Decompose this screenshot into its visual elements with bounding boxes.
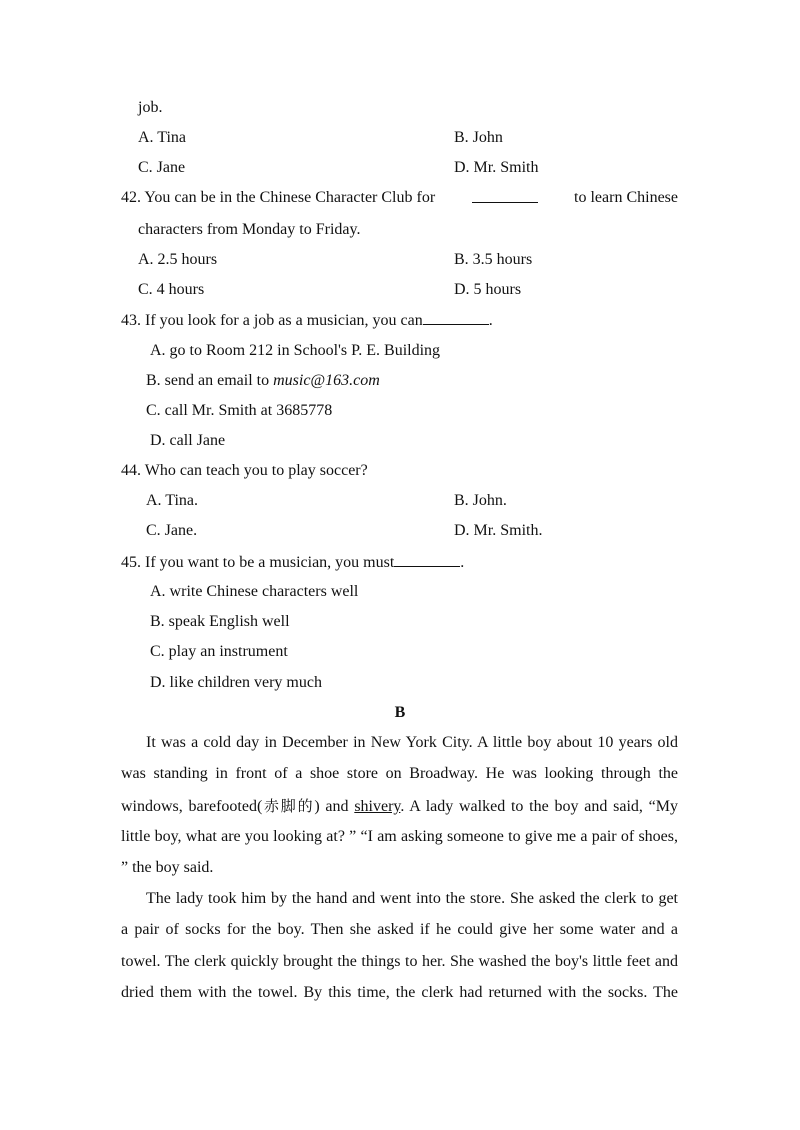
passage-b-p2-line1: The lady took him by the hand and went into the store. She asked the clerk to get <box>146 890 678 907</box>
q45-stem-text: 45. If you want to be a musician, you must <box>121 554 395 571</box>
q45-option-d: D. like children very much <box>150 674 322 691</box>
answer-blank <box>394 552 460 567</box>
p1-l3-underlined-word: shivery <box>354 798 401 815</box>
q42-option-c: C. 4 hours <box>138 281 205 298</box>
q41-option-d: D. Mr. Smith <box>454 159 539 176</box>
q43-option-c: C. call Mr. Smith at 3685778 <box>146 402 333 419</box>
p1-l3-b: ) and <box>314 798 355 815</box>
answer-blank <box>423 310 489 325</box>
q43-email: music@163.com <box>273 372 380 389</box>
q45-option-a: A. write Chinese characters well <box>150 583 359 600</box>
q42-stem-part1: 42. You can be in the Chinese Character Club for <box>121 189 436 206</box>
question-45-stem <box>121 552 464 572</box>
passage-b-p1-line3 <box>121 796 678 816</box>
question-41-stem-tail: job. <box>138 99 163 116</box>
question-42-stem <box>121 188 678 208</box>
question-44-stem: 44. Who can teach you to play soccer? <box>121 462 368 479</box>
question-43-stem <box>121 310 493 330</box>
passage-b-p1-line4: little boy, what are you looking at? ” “I am asking someone to give me a pair of shoes, <box>121 828 678 845</box>
section-b-title: B <box>394 704 406 721</box>
q41-option-c: C. Jane <box>138 159 186 176</box>
q45-option-b: B. speak English well <box>150 613 290 630</box>
q42-option-a: A. 2.5 hours <box>138 251 218 268</box>
q44-option-d: D. Mr. Smith. <box>454 522 543 539</box>
passage-b-p1-line2: was standing in front of a shoe store on Broadway. He was looking through the <box>121 765 678 782</box>
q43-stem-end: . <box>488 312 493 329</box>
q43-stem-text: 43. If you look for a job as a musician, you can <box>121 312 423 329</box>
p1-l3-a: windows, barefooted( <box>121 798 263 815</box>
q42-stem-line2: characters from Monday to Friday. <box>138 221 361 238</box>
passage-b-p1-line1: It was a cold day in December in New York City. A little boy about 10 years old <box>146 734 678 751</box>
q43-option-d: D. call Jane <box>150 432 226 449</box>
p1-l3-c: . A lady walked to the boy and said, “My <box>400 798 678 815</box>
answer-blank <box>472 188 538 203</box>
passage-b-p1-line5: ” the boy said. <box>121 859 214 876</box>
q42-option-b: B. 3.5 hours <box>454 251 533 268</box>
q44-option-c: C. Jane. <box>146 522 198 539</box>
q44-option-b: B. John. <box>454 492 507 509</box>
passage-b-p2-line4: dried them with the towel. By this time, the clerk had returned with the socks. The <box>121 984 678 1001</box>
q41-option-b: B. John <box>454 129 503 146</box>
q43-option-b <box>146 371 380 391</box>
q43-option-b-text: B. send an email to <box>146 372 274 389</box>
passage-b-p2-line3: towel. The clerk quickly brought the things to her. She washed the boy's little feet and <box>121 953 678 970</box>
q41-option-a: A. Tina <box>138 129 187 146</box>
passage-b-p2-line2: a pair of socks for the boy. Then she asked if he could give her some water and a <box>121 921 678 938</box>
q45-option-c: C. play an instrument <box>150 643 288 660</box>
q45-stem-end: . <box>460 554 465 571</box>
q44-option-a: A. Tina. <box>146 492 199 509</box>
q42-stem-part2: to learn Chinese <box>574 189 678 206</box>
q42-option-d: D. 5 hours <box>454 281 522 298</box>
p1-l3-gloss: 赤脚的 <box>262 797 315 815</box>
q43-option-a: A. go to Room 212 in School's P. E. Building <box>150 342 441 359</box>
